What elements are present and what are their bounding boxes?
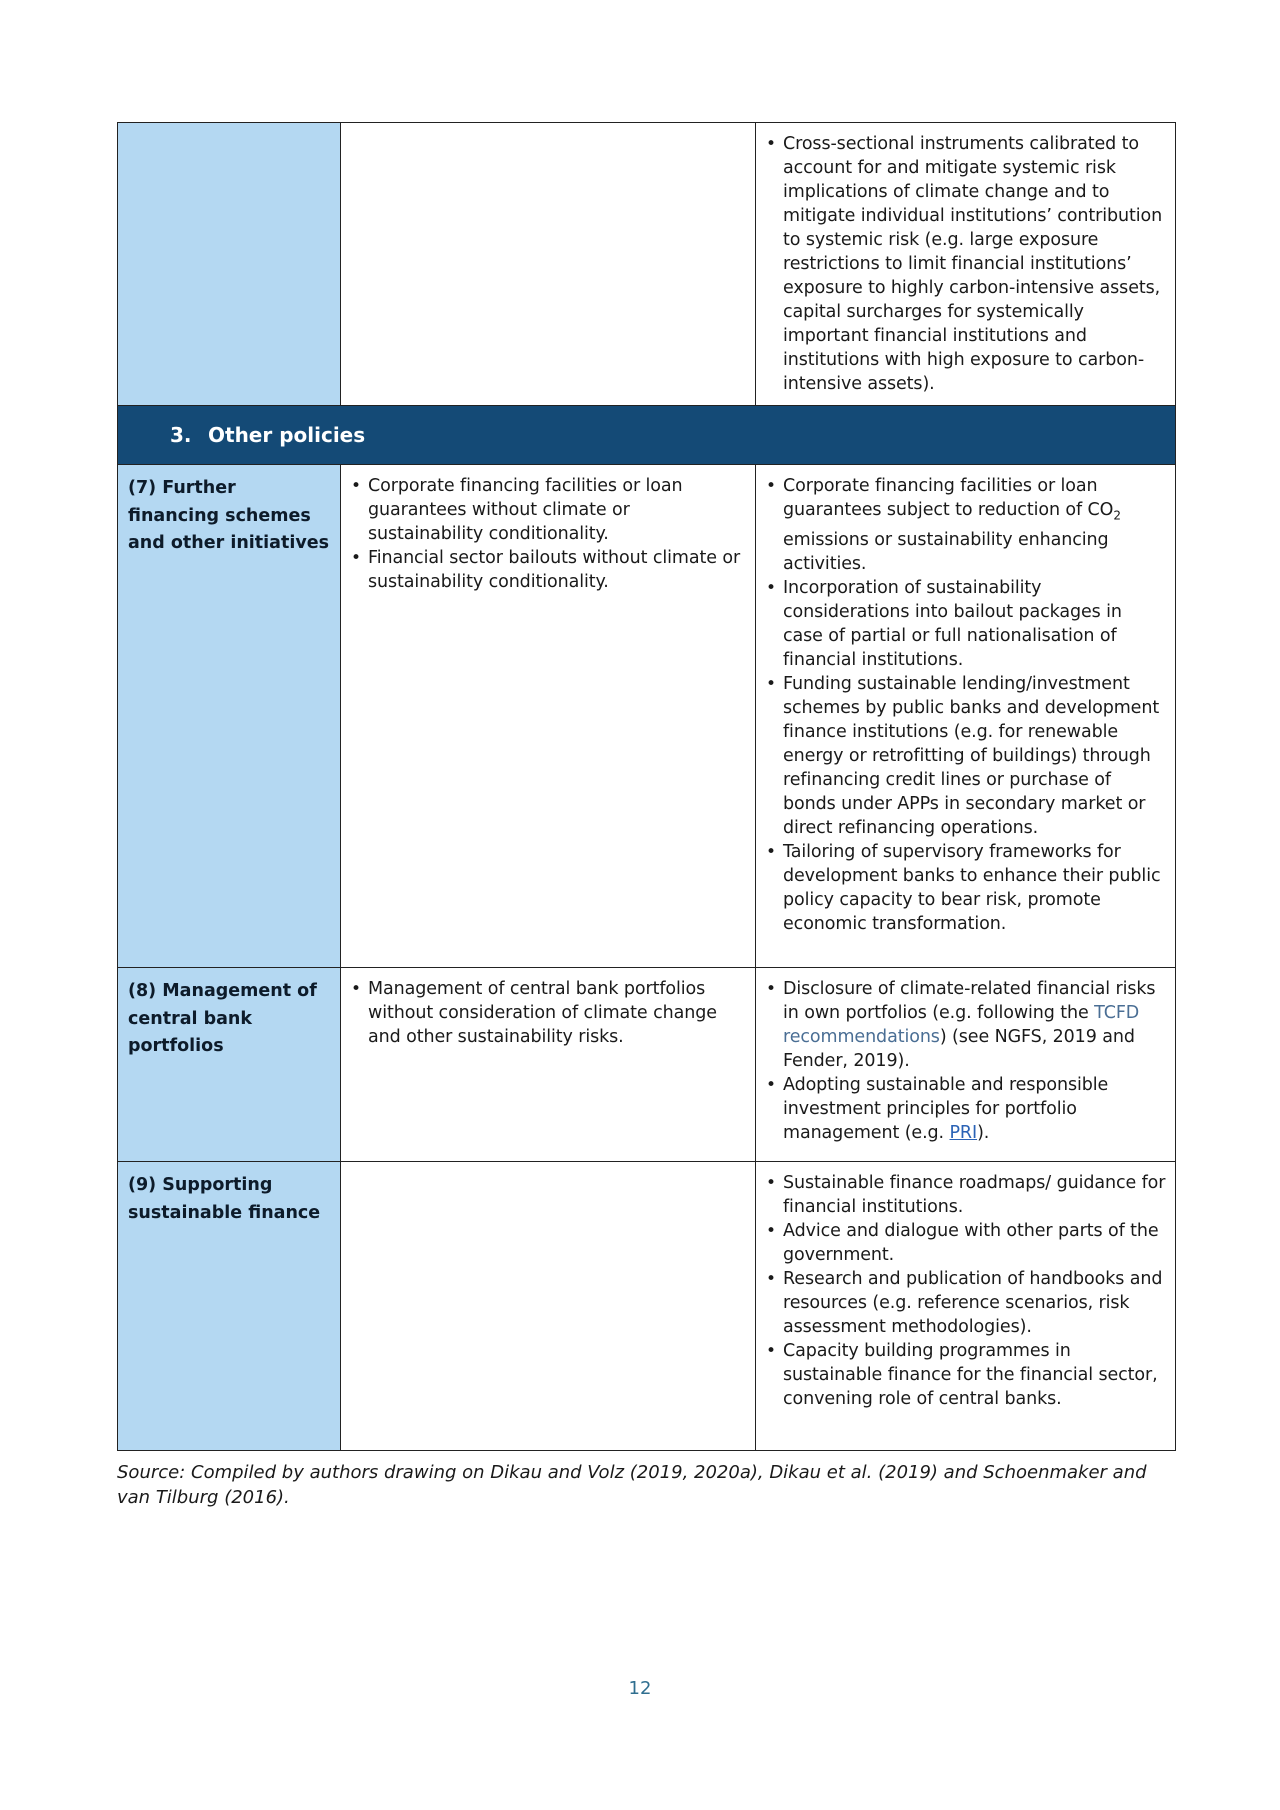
green-policy-cell	[756, 465, 1176, 968]
source-note: Source: Compiled by authors drawing on Dikau and Volz (2019, 2020a), Dikau et al. (2019) and Schoenmaker and van Tilburg (2016).	[117, 1462, 1147, 1508]
bullet-list	[341, 465, 755, 603]
section-number: 3.	[170, 423, 192, 447]
list-item: • Advice and dialogue with other parts of the government.	[766, 1219, 1167, 1267]
row-label: (8) Management of central bank portfolios	[128, 981, 317, 1056]
list-item: • Incorporation of sustainability considerations into bailout packages in case of partial or full nationalisation of financial institutions.	[766, 576, 1167, 672]
list-item: • Financial sector bailouts without climate or sustainability conditionality.	[351, 546, 747, 594]
current-policy-cell	[341, 1162, 756, 1451]
green-policy-cell	[756, 1162, 1176, 1451]
list-item: • Management of central bank portfolios without consideration of climate change and other sustainability risks.	[351, 977, 747, 1049]
list-item-text: ).	[977, 1123, 990, 1143]
current-policy-cell	[341, 465, 756, 968]
section-title: Other policies	[208, 423, 366, 447]
row-label: (7) Further financing schemes and other initiatives	[128, 478, 330, 553]
table-row-7	[118, 465, 1176, 968]
policy-table	[117, 122, 1176, 1451]
row-label-cell	[118, 123, 341, 406]
row-label-cell	[118, 1162, 341, 1451]
list-item-text: Adopting sustainable and responsible investment principles for portfolio management (e.g.	[783, 1075, 1109, 1143]
list-item-text: Corporate financing facilities or loan guarantees subject to reduction of CO	[783, 476, 1114, 520]
green-policy-cell	[756, 968, 1176, 1162]
list-item	[766, 1073, 1167, 1145]
tcfd-link[interactable]: TCFD recommendations	[783, 1003, 1140, 1047]
green-policy-cell	[756, 123, 1176, 406]
list-item: • Capacity building programmes in sustainable finance for the financial sector, convening role of central banks.	[766, 1339, 1167, 1411]
list-item: • Funding sustainable lending/investment schemes by public banks and development finance institutions (e.g. for renewable energy or retrofitting of buildings) through refinancing credit lines or purchase of bonds under APPs in secondary market or direct refinancing operations.	[766, 672, 1167, 840]
bullet-list	[341, 968, 755, 1058]
row-label: (9) Supporting sustainable finance	[128, 1175, 321, 1223]
table-row-continued	[118, 123, 1176, 406]
list-item: • Research and publication of handbooks and resources (e.g. reference scenarios, risk assessment methodologies).	[766, 1267, 1167, 1339]
current-policy-cell	[341, 968, 756, 1162]
bullet-list	[756, 1162, 1175, 1420]
list-item: • Corporate financing facilities or loan guarantees without climate or sustainability conditionality.	[351, 474, 747, 546]
table-row-9	[118, 1162, 1176, 1451]
page-number: 12	[628, 1678, 652, 1699]
bullet-list	[756, 123, 1175, 405]
row-label-cell	[118, 968, 341, 1162]
list-item: • Tailoring of supervisory frameworks for development banks to enhance their public policy capacity to bear risk, promote economic transformation.	[766, 840, 1167, 936]
list-item-text: Disclosure of climate-related financial risks in own portfolios (e.g. following the	[783, 979, 1156, 1023]
subscript: 2	[1113, 508, 1121, 523]
list-item-text: ) (see NGFS, 2019 and Fender, 2019).	[783, 1027, 1135, 1071]
list-item-text: emissions or sustainability enhancing activities.	[783, 529, 1109, 574]
table-row-8	[118, 968, 1176, 1162]
row-label-cell	[118, 465, 341, 968]
list-item: • Sustainable finance roadmaps/ guidance for financial institutions.	[766, 1171, 1167, 1219]
list-item	[766, 977, 1167, 1073]
section-header-row	[118, 406, 1176, 465]
list-item: • Cross-sectional instruments calibrated to account for and mitigate systemic risk implications of climate change and to mitigate individual institutions’ contribution to systemic risk (e.g. large exposure restrictions to limit financial institutions’ exposure to highly carbon-intensive assets, capital surcharges for systemically important financial institutions and institutions with high exposure to carbon-intensive assets).	[766, 132, 1167, 396]
current-policy-cell	[341, 123, 756, 406]
list-item	[766, 474, 1167, 576]
pri-link[interactable]: PRI	[949, 1123, 978, 1143]
section-header	[118, 406, 1176, 465]
bullet-list	[756, 465, 1175, 945]
bullet-list	[756, 968, 1175, 1154]
